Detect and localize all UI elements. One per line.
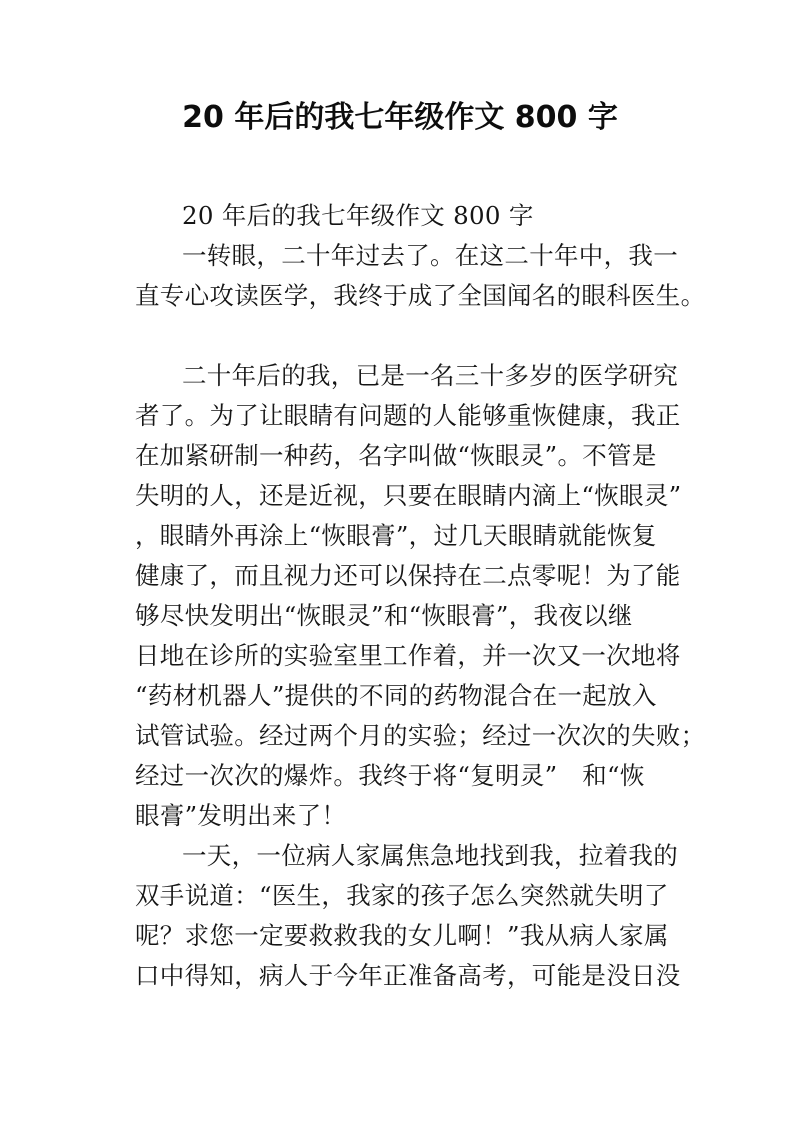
paragraph-line: 口中得知，病人于今年正准备高考，可能是没日没 [135,961,681,990]
paragraph-line: 健康了，而且视力还可以保持在二点零呢！为了能 [135,561,681,590]
paragraph-line: 失明的人，还是近视，只要在眼睛内滴上“恢眼灵” [135,481,682,510]
paragraph-line: 日地在诊所的实验室里工作着，并一次又一次地将 [135,641,681,670]
paragraph-line: 二十年后的我，已是一名三十多岁的医学研究 [182,361,678,390]
paragraph-line: 够尽快发明出“恢眼灵”和“恢眼膏”，我夜以继 [135,601,633,630]
paragraph-line: 在加紧研制一种药，名字叫做“恢眼灵”。不管是 [135,441,657,470]
paragraph-line: ，眼睛外再涂上“恢眼膏”，过几天眼睛就能恢复 [135,521,657,550]
paragraph-line: 双手说道：“医生，我家的孩子怎么突然就失明了 [135,881,669,910]
paragraph-line: 眼膏”发明出来了！ [135,801,347,830]
document-title: 20 年后的我七年级作文 800 字 [182,100,618,135]
paragraph-line: 直专心攻读医学，我终于成了全国闻名的眼科医生。 [135,281,706,310]
paragraph-line: 一转眼，二十年过去了。在这二十年中，我一 [182,241,678,270]
paragraph-line: 经过一次次的爆炸。我终于将“复明灵” 和“恢 [135,761,645,790]
subtitle-line: 20 年后的我七年级作文 800 字 [182,201,534,230]
paragraph-line: 试管试验。经过两个月的实验；经过一次次的失败； [135,721,706,750]
paragraph-line: 者了。为了让眼睛有问题的人能够重恢健康，我正 [135,401,681,430]
paragraph-line: “药材机器人”提供的不同的药物混合在一起放入 [135,681,657,710]
paragraph-line: 呢？求您一定要救救我的女儿啊！”我从病人家属 [135,921,669,950]
paragraph-line: 一天，一位病人家属焦急地找到我，拉着我的 [182,841,678,870]
